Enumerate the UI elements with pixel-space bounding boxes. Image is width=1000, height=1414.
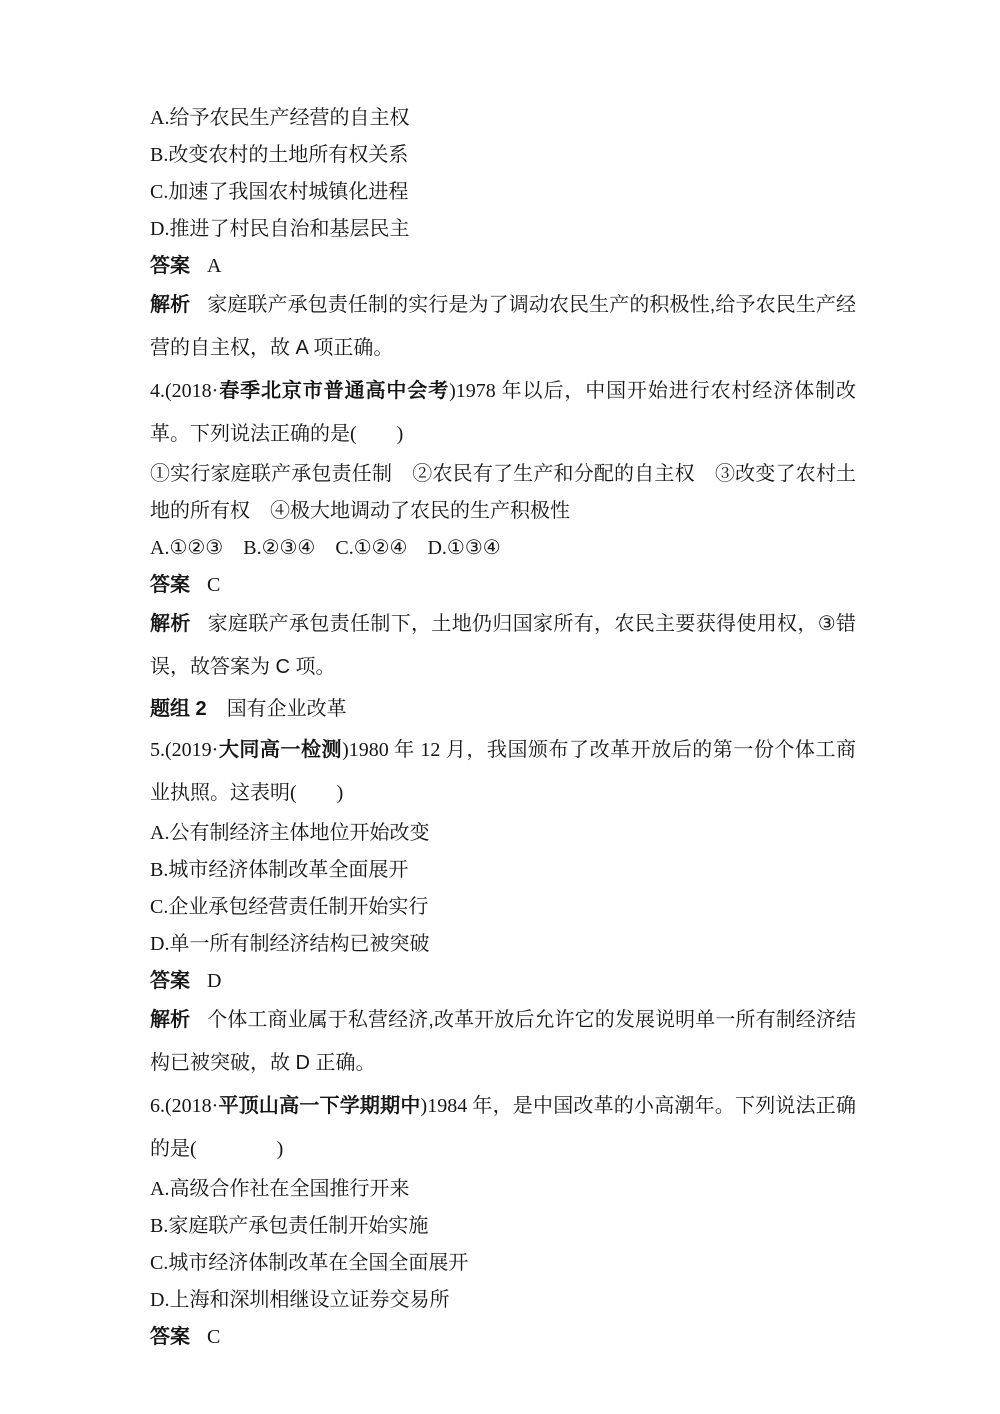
question4-analysis bbox=[150, 603, 856, 689]
stem-rest: )1978 年以后，中国开始进行农村经济体制改革。下列说法正确的是( ) bbox=[150, 380, 856, 445]
analysis-text: 个体工商业属于私营经济,改革开放后允许它的发展说明单一所有制经济结构已被突破，故 D 正确。 bbox=[150, 1009, 856, 1074]
question-group-header bbox=[150, 689, 856, 729]
answer-label: 答案 bbox=[150, 1326, 190, 1348]
answer-label: 答案 bbox=[150, 970, 190, 992]
question6-option-d: D.上海和深圳相继设立证券交易所 bbox=[150, 1289, 450, 1311]
question3-option-a: A.给予农民生产经营的自主权 bbox=[150, 107, 410, 129]
stem-prefix: 5.(2019· bbox=[150, 739, 219, 761]
group-label: 题组 2 bbox=[150, 698, 207, 720]
analysis-text: 家庭联产承包责任制下，土地仍归国家所有，农民主要获得使用权，③错误，故答案为 C 项。 bbox=[150, 613, 856, 678]
stem-source: 平顶山高一下学期期中 bbox=[218, 1095, 421, 1117]
answer-value: C bbox=[207, 574, 221, 596]
question3-analysis bbox=[150, 284, 856, 370]
question3-answer-row bbox=[150, 248, 856, 284]
answer-value: C bbox=[207, 1326, 221, 1348]
question4-stem bbox=[150, 370, 856, 456]
answer-label: 答案 bbox=[150, 255, 190, 277]
stem-rest: )1984 年，是中国改革的小高潮年。下列说法正确的是( ) bbox=[150, 1095, 856, 1160]
question6-stem bbox=[150, 1085, 856, 1171]
question5-option-c: C.企业承包经营责任制开始实行 bbox=[150, 896, 429, 918]
analysis-text: 家庭联产承包责任制的实行是为了调动农民生产的积极性,给予农民生产经营的自主权，故 A 项正确。 bbox=[150, 294, 856, 359]
question5-option-a: A.公有制经济主体地位开始改变 bbox=[150, 822, 430, 844]
question5-analysis bbox=[150, 999, 856, 1085]
stem-source: 大同高一检测 bbox=[218, 739, 343, 761]
analysis-label: 解析 bbox=[150, 1009, 191, 1031]
stem-prefix: 6.(2018· bbox=[150, 1095, 219, 1117]
question3-option-b: B.改变农村的土地所有权关系 bbox=[150, 144, 409, 166]
question6-option-c: C.城市经济体制改革在全国全面展开 bbox=[150, 1252, 469, 1274]
question5-stem bbox=[150, 729, 856, 815]
question6-option-a: A.高级合作社在全国推行开来 bbox=[150, 1178, 410, 1200]
question6-answer-row bbox=[150, 1319, 856, 1355]
question4-answer-row bbox=[150, 567, 856, 603]
question5-option-d: D.单一所有制经济结构已被突破 bbox=[150, 933, 430, 955]
question6-option-b: B.家庭联产承包责任制开始实施 bbox=[150, 1215, 429, 1237]
answer-value: D bbox=[207, 970, 222, 992]
answer-value: A bbox=[207, 255, 222, 277]
stem-source: 春季北京市普通高中会考 bbox=[218, 380, 450, 402]
answer-label: 答案 bbox=[150, 574, 190, 596]
question5-option-b: B.城市经济体制改革全面展开 bbox=[150, 859, 409, 881]
question4-numbered-items: ①实行家庭联产承包责任制 ②农民有了生产和分配的自主权 ③改变了农村土地的所有权 ④极大地调动了农民的生产积极性 bbox=[150, 463, 856, 522]
question3-option-d: D.推进了村民自治和基层民主 bbox=[150, 218, 410, 240]
group-title: 国有企业改革 bbox=[226, 698, 347, 720]
stem-rest: )1980 年 12 月，我国颁布了改革开放后的第一份个体工商业执照。这表明( ) bbox=[150, 739, 856, 804]
analysis-label: 解析 bbox=[150, 613, 191, 635]
question5-answer-row bbox=[150, 963, 856, 999]
question4-choices: A.①②③ B.②③④ C.①②④ D.①③④ bbox=[150, 537, 501, 559]
question3-option-c: C.加速了我国农村城镇化进程 bbox=[150, 181, 409, 203]
stem-prefix: 4.(2018· bbox=[150, 380, 219, 402]
analysis-label: 解析 bbox=[150, 294, 191, 316]
